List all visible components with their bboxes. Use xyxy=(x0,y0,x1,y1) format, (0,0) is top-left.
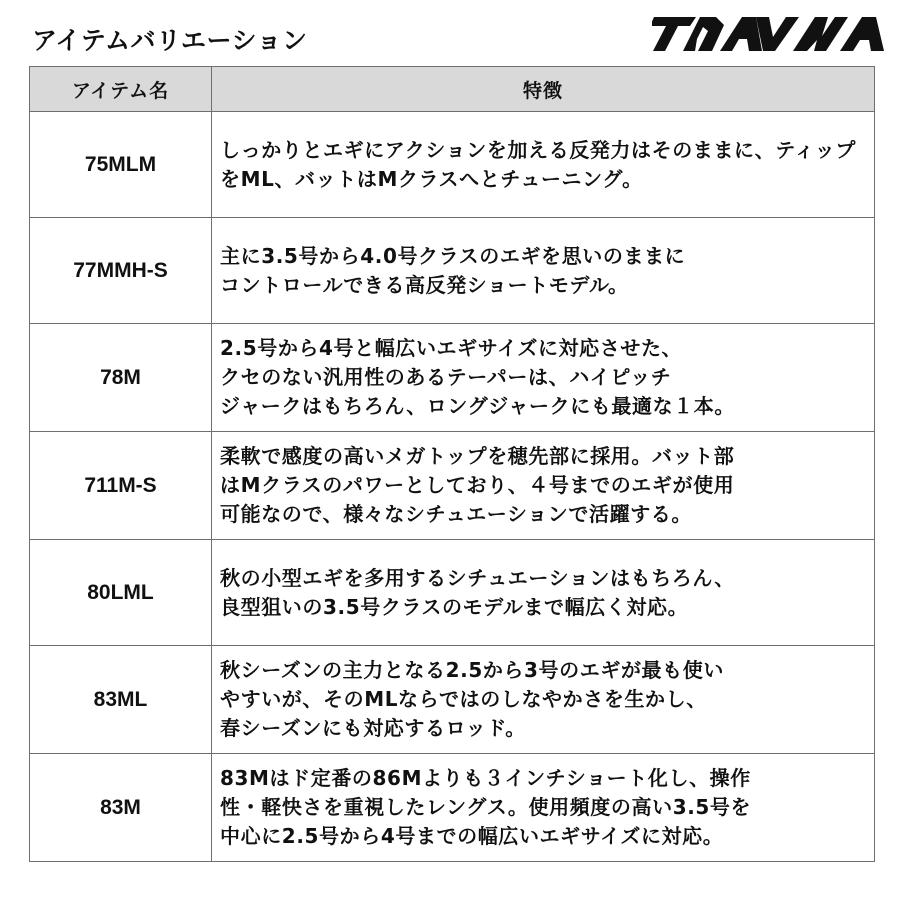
header-feature: 特徴 xyxy=(212,67,875,112)
item-feature-cell: 秋シーズンの主力となる2.5から3号のエギが最も使い やすいが、そのMLならではのしなやかさを生かし、 春シーズンにも対応するロッド。 xyxy=(212,646,875,754)
item-feature-cell: しっかりとエギにアクションを加える反発力はそのままに、ティップをML、バットはMクラスへとチューニング。 xyxy=(212,112,875,218)
table-row xyxy=(30,540,875,646)
table-row xyxy=(30,432,875,540)
table-row xyxy=(30,754,875,862)
item-name-cell: 711M-S xyxy=(30,432,212,540)
item-feature-cell: 83Mはド定番の86Mよりも３インチショート化し、操作 性・軽快さを重視したレングス。使用頻度の高い3.5号を 中心に2.5号から4号までの幅広いエギサイズに対応。 xyxy=(212,754,875,862)
item-name-cell: 78M xyxy=(30,324,212,432)
item-variation-table xyxy=(29,66,875,862)
table-row xyxy=(30,218,875,324)
table-header-row xyxy=(30,67,875,112)
header-item-name: アイテム名 xyxy=(30,67,212,112)
brand-logo xyxy=(652,14,888,54)
item-name-cell: 83ML xyxy=(30,646,212,754)
item-name-cell: 83M xyxy=(30,754,212,862)
table-row xyxy=(30,324,875,432)
item-name-cell: 77MMH-S xyxy=(30,218,212,324)
item-feature-cell: 2.5号から4号と幅広いエギサイズに対応させた、 クセのない汎用性のあるテーパーは、ハイピッチ ジャークはもちろん、ロングジャークにも最適な１本。 xyxy=(212,324,875,432)
item-name-cell: 75MLM xyxy=(30,112,212,218)
page-title: アイテムバリエーション xyxy=(32,26,308,55)
table-row xyxy=(30,112,875,218)
item-feature-cell: 主に3.5号から4.0号クラスのエギを思いのままに コントロールできる高反発ショートモデル。 xyxy=(212,218,875,324)
item-name-cell: 80LML xyxy=(30,540,212,646)
item-feature-cell: 柔軟で感度の高いメガトップを穂先部に採用。バット部 はMクラスのパワーとしており、４号までのエギが使用 可能なので、様々なシチュエーションで活躍する。 xyxy=(212,432,875,540)
item-feature-cell: 秋の小型エギを多用するシチュエーションはもちろん、 良型狙いの3.5号クラスのモデルまで幅広く対応。 xyxy=(212,540,875,646)
table-row xyxy=(30,646,875,754)
